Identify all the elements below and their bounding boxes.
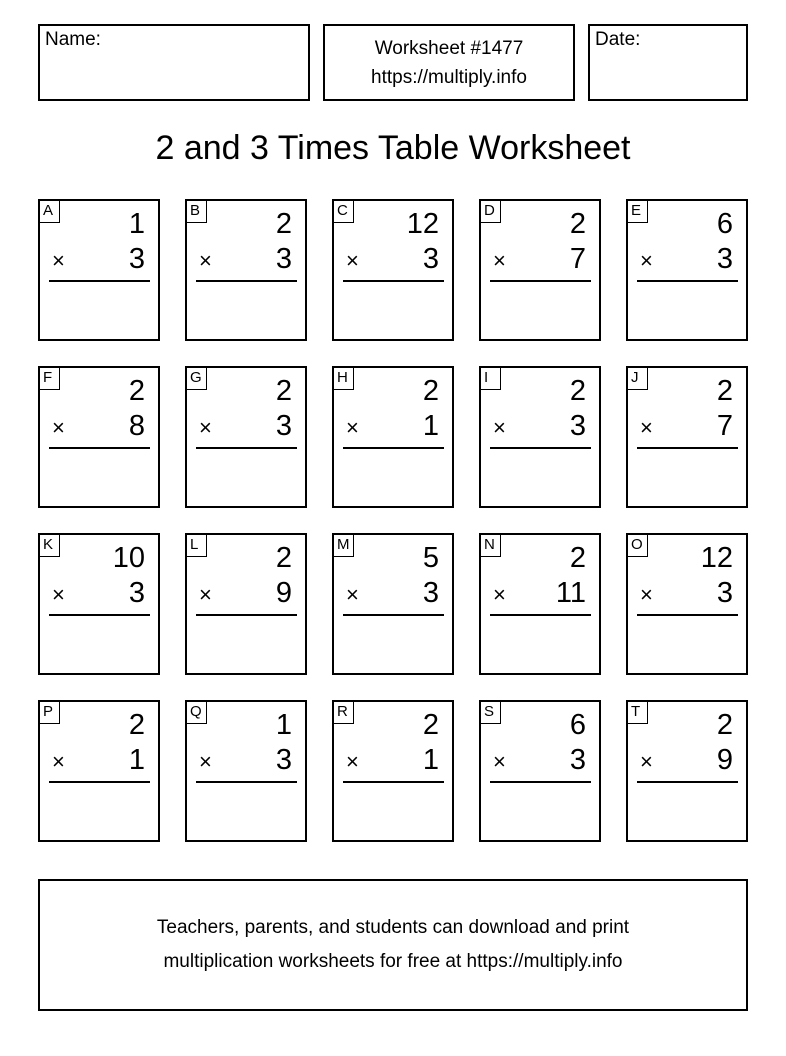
problem-card <box>38 199 160 341</box>
problem-letter: P <box>40 702 60 724</box>
footer-line-1: Teachers, parents, and students can download and print <box>156 917 630 938</box>
answer-line <box>196 447 297 449</box>
problem-letter: S <box>481 702 501 724</box>
page-title: 2 and 3 Times Table Worksheet <box>155 129 631 167</box>
multiply-sign: × <box>199 415 212 440</box>
date-box <box>588 24 748 101</box>
answer-line <box>343 781 444 783</box>
problem-card <box>332 366 454 508</box>
answer-line <box>49 447 150 449</box>
problem-card <box>626 533 748 675</box>
problem-card <box>185 533 307 675</box>
multiply-sign: × <box>640 415 653 440</box>
problem-letter: D <box>481 201 501 223</box>
problem-letter: A <box>40 201 60 223</box>
multiplicand: 2 <box>569 208 586 240</box>
multiply-sign: × <box>199 749 212 774</box>
problem-letter: B <box>187 201 207 223</box>
name-box <box>38 24 310 101</box>
multiplier: 3 <box>422 243 439 275</box>
multiply-sign: × <box>640 749 653 774</box>
answer-line <box>343 614 444 616</box>
problem-card <box>479 700 601 842</box>
multiplier: 3 <box>716 577 733 609</box>
multiply-sign: × <box>52 415 65 440</box>
multiply-sign: × <box>640 248 653 273</box>
multiplier: 1 <box>422 744 439 776</box>
answer-line <box>637 614 738 616</box>
multiply-sign: × <box>346 582 359 607</box>
answer-line <box>196 781 297 783</box>
multiply-sign: × <box>346 749 359 774</box>
answer-line <box>637 447 738 449</box>
multiplicand: 2 <box>422 375 439 407</box>
problem-letter: T <box>628 702 648 724</box>
problem-card <box>38 700 160 842</box>
multiplicand: 6 <box>716 208 733 240</box>
problem-letter: H <box>334 368 354 390</box>
multiplier: 9 <box>275 577 292 609</box>
multiply-sign: × <box>346 415 359 440</box>
multiply-sign: × <box>346 248 359 273</box>
name-label: Name: <box>45 29 101 50</box>
problem-card <box>626 366 748 508</box>
multiplicand: 2 <box>569 375 586 407</box>
multiplier: 3 <box>275 744 292 776</box>
multiplier: 3 <box>716 243 733 275</box>
answer-line <box>490 614 591 616</box>
problem-card <box>479 199 601 341</box>
multiplicand: 2 <box>275 542 292 574</box>
problem-card <box>38 366 160 508</box>
footer-line-2: multiplication worksheets for free at https://multiply.info <box>163 951 623 972</box>
multiplicand: 2 <box>716 709 733 741</box>
multiply-sign: × <box>493 749 506 774</box>
problem-card <box>626 700 748 842</box>
problem-letter: E <box>628 201 648 223</box>
multiplicand: 10 <box>112 542 145 574</box>
answer-line <box>490 280 591 282</box>
footer-box <box>38 879 748 1011</box>
multiplicand: 2 <box>128 375 145 407</box>
multiply-sign: × <box>493 582 506 607</box>
multiplier: 8 <box>128 410 145 442</box>
answer-line <box>637 781 738 783</box>
multiplicand: 6 <box>569 709 586 741</box>
problem-card <box>332 700 454 842</box>
multiplier: 11 <box>555 577 586 609</box>
multiplicand: 2 <box>716 375 733 407</box>
answer-line <box>49 781 150 783</box>
multiply-sign: × <box>493 415 506 440</box>
answer-line <box>343 447 444 449</box>
multiplicand: 2 <box>275 208 292 240</box>
multiplier: 3 <box>275 410 292 442</box>
date-label: Date: <box>595 29 641 50</box>
multiplier: 3 <box>128 577 145 609</box>
multiplier: 3 <box>569 410 586 442</box>
problem-letter: J <box>628 368 648 390</box>
problem-letter: G <box>187 368 207 390</box>
worksheet-info-box <box>323 24 575 101</box>
problem-card <box>185 366 307 508</box>
multiplier: 7 <box>716 410 733 442</box>
multiply-sign: × <box>52 749 65 774</box>
multiplier: 1 <box>422 410 439 442</box>
site-url: https://multiply.info <box>371 66 527 88</box>
problem-card <box>185 199 307 341</box>
multiplier: 7 <box>569 243 586 275</box>
problem-card <box>626 199 748 341</box>
multiplicand: 12 <box>700 542 733 574</box>
problem-letter: M <box>334 535 354 557</box>
problem-letter: K <box>40 535 60 557</box>
problem-card <box>479 366 601 508</box>
multiply-sign: × <box>640 582 653 607</box>
problem-card <box>38 533 160 675</box>
multiplicand: 2 <box>275 375 292 407</box>
multiplicand: 12 <box>406 208 439 240</box>
problem-card <box>332 533 454 675</box>
answer-line <box>343 280 444 282</box>
multiply-sign: × <box>52 582 65 607</box>
problem-card <box>332 199 454 341</box>
problem-card <box>479 533 601 675</box>
multiplier: 9 <box>716 744 733 776</box>
answer-line <box>49 280 150 282</box>
problem-card <box>185 700 307 842</box>
multiply-sign: × <box>493 248 506 273</box>
problem-letter: F <box>40 368 60 390</box>
problem-letter: I <box>481 368 501 390</box>
multiply-sign: × <box>199 248 212 273</box>
worksheet-number: Worksheet #1477 <box>374 37 524 59</box>
multiply-sign: × <box>199 582 212 607</box>
multiply-sign: × <box>52 248 65 273</box>
answer-line <box>49 614 150 616</box>
multiplier: 3 <box>422 577 439 609</box>
problem-letter: R <box>334 702 354 724</box>
multiplicand: 1 <box>275 709 292 741</box>
answer-line <box>490 781 591 783</box>
multiplier: 3 <box>275 243 292 275</box>
answer-line <box>637 280 738 282</box>
problem-letter: C <box>334 201 354 223</box>
problem-letter: Q <box>187 702 207 724</box>
multiplicand: 2 <box>422 709 439 741</box>
answer-line <box>196 280 297 282</box>
problem-letter: N <box>481 535 501 557</box>
multiplicand: 5 <box>422 542 439 574</box>
multiplicand: 2 <box>569 542 586 574</box>
multiplicand: 2 <box>128 709 145 741</box>
answer-line <box>196 614 297 616</box>
problem-letter: L <box>187 535 207 557</box>
multiplier: 3 <box>128 243 145 275</box>
multiplicand: 1 <box>128 208 145 240</box>
answer-line <box>490 447 591 449</box>
multiplier: 3 <box>569 744 586 776</box>
multiplier: 1 <box>128 744 145 776</box>
problem-letter: O <box>628 535 648 557</box>
